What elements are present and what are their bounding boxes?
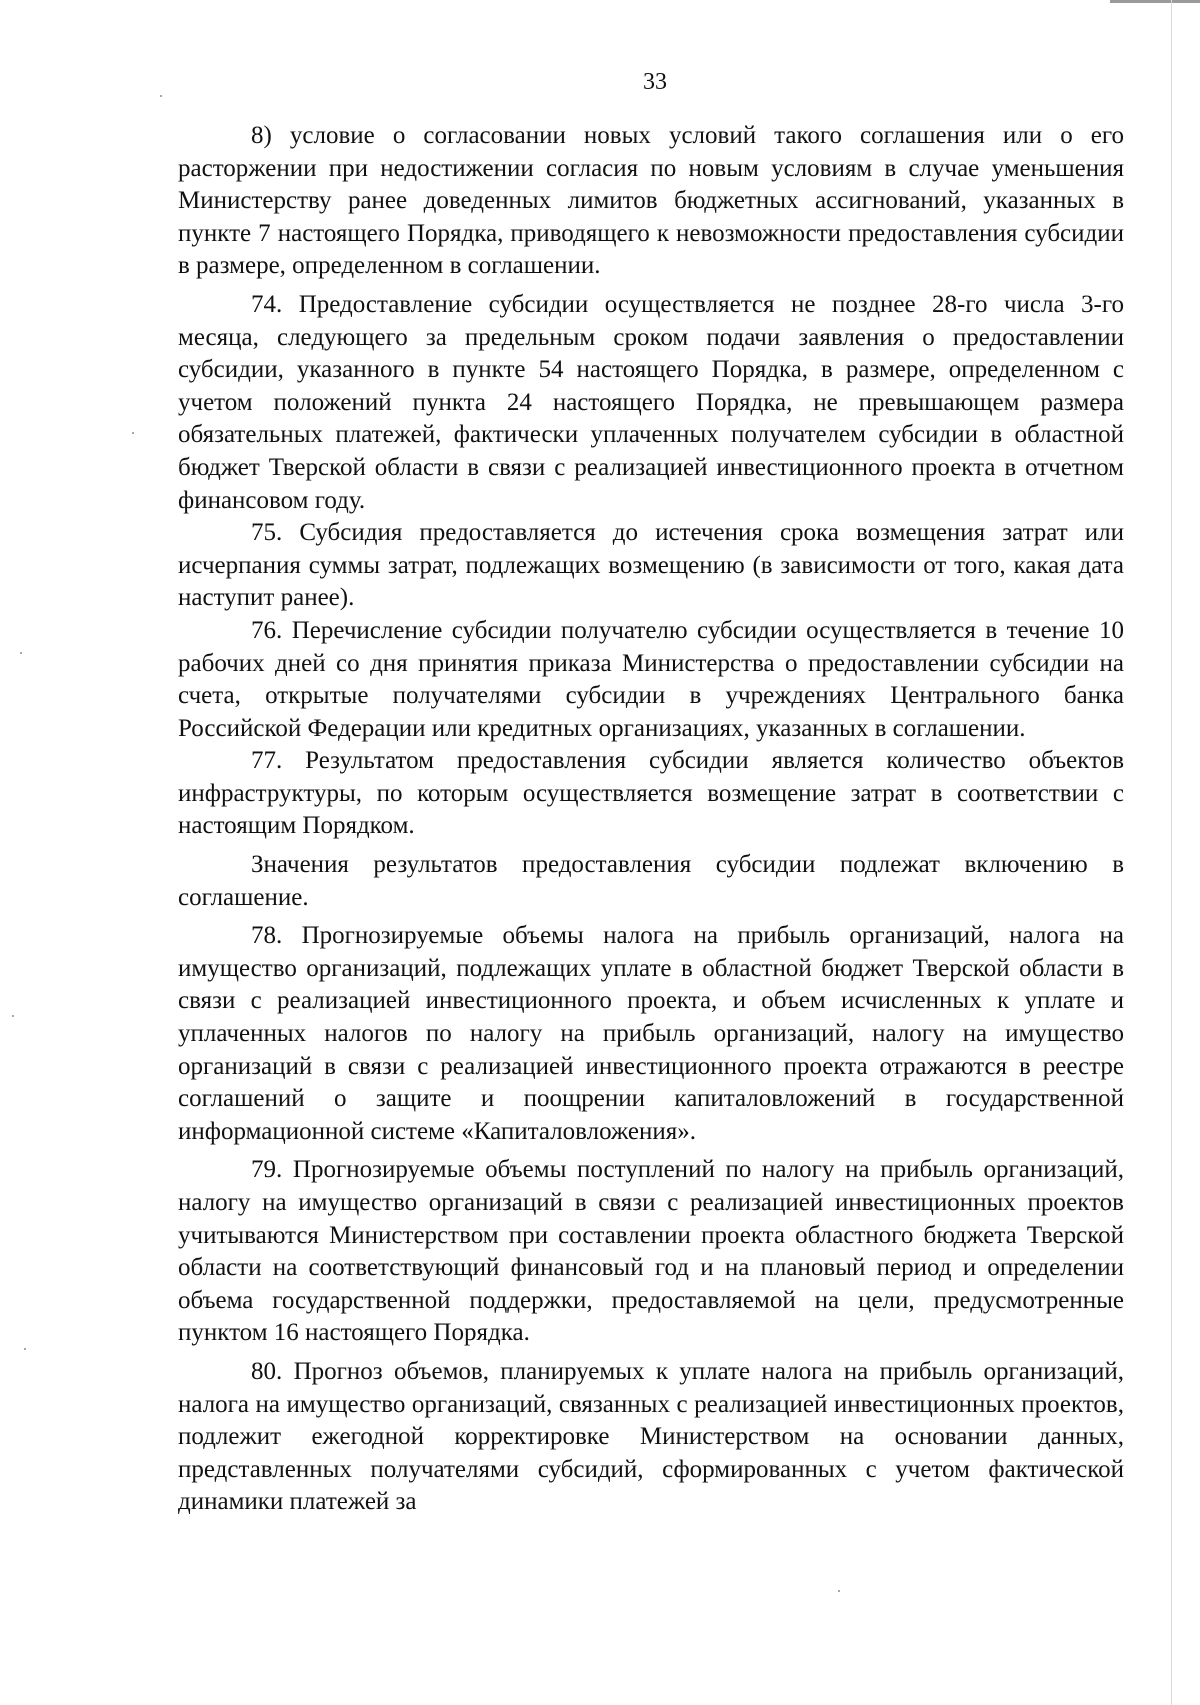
paragraph-76: 76. Перечисление субсидии получателю субсидии осуществляется в течение 10 рабочих дней со дня принятия приказа Министерства о предоставлении субсидии на счета, открытые получателями субсидии в учреждениях Центрального банка Российской Федерации или кредитных организациях, указанных в соглашении. <box>178 616 1124 742</box>
paragraph-75: 75. Субсидия предоставляется до истечения срока возмещения затрат или исчерпания суммы затрат, подлежащих возмещению (в зависимости от того, какая дата наступит ранее). <box>178 519 1124 612</box>
scan-speck <box>838 1590 840 1592</box>
paragraph-79: 79. Прогнозируемые объемы поступлений по налогу на прибыль организаций, налогу на имущество организаций в связи с реализацией инвестиционных проектов учитываются Министерством при составлении проекта областного бюджета Тверской области на соответствующий финансовый год и на плановый период и определении объема государственной поддержки, предоставляемой на цели, предусмотренные пунктом 16 настоящего Порядка. <box>178 1156 1124 1347</box>
paragraph-78: 78. Прогнозируемые объемы налога на прибыль организаций, налога на имущество организаций, подлежащих уплате в областной бюджет Тверской области в связи с реализацией инвестиционного проекта, и объем исчисленных к уплате и уплаченных налогов по налогу на прибыль организаций, налогу на имущество организаций в связи с реализацией инвестиционного проекта отражаются в реестре соглашений о защите и поощрении капиталовложений в государственной информационной системе «Капиталовложения». <box>178 922 1124 1145</box>
scan-speck <box>24 1348 26 1350</box>
paragraph-74: 74. Предоставление субсидии осуществляется не позднее 28-го числа 3-го месяца, следующего за предельным сроком подачи заявления о предоставлении субсидии, указанного в пункте 54 настоящего Порядка, в размере, определенном с учетом положений пункта 24 настоящего Порядка, не превышающем размера обязательных платежей, фактически уплаченных получателем субсидии в областной бюджет Тверской области в связи с реализацией инвестиционного проекта в отчетном финансовом году. <box>178 290 1124 514</box>
scan-speck <box>132 432 134 434</box>
scan-edge-right <box>1171 0 1172 1705</box>
paragraph-77-values: Значения результатов предоставления субсидии подлежат включению в соглашение. <box>178 851 1124 911</box>
document-body <box>178 120 1124 1519</box>
paragraph-item-8: 8) условие о согласовании новых условий такого соглашения или о его расторжении при недостижении согласия по новым условиям в случае уменьшения Министерству ранее доведенных лимитов бюджетных ассигнований, указанных в пункте 7 настоящего Порядка, приводящего к невозможности предоставления субсидии в размере, определенном в соглашении. <box>178 122 1124 280</box>
paragraph-77: 77. Результатом предоставления субсидии является количество объектов инфраструктуры, по которым осуществляется возмещение затрат в соответствии с настоящим Порядком. <box>178 747 1124 840</box>
scan-speck <box>20 652 22 654</box>
scan-speck <box>12 1015 14 1017</box>
page-number: 33 <box>643 69 667 95</box>
paragraph-80: 80. Прогноз объемов, планируемых к уплате налога на прибыль организаций, налога на имущество организаций, связанных с реализацией инвестиционных проектов, подлежит ежегодной корректировке Министерством на основании данных, представленных получателями субсидий, сформированных с учетом фактической динамики платежей за <box>178 1357 1124 1516</box>
scan-edge-top <box>1110 0 1200 3</box>
